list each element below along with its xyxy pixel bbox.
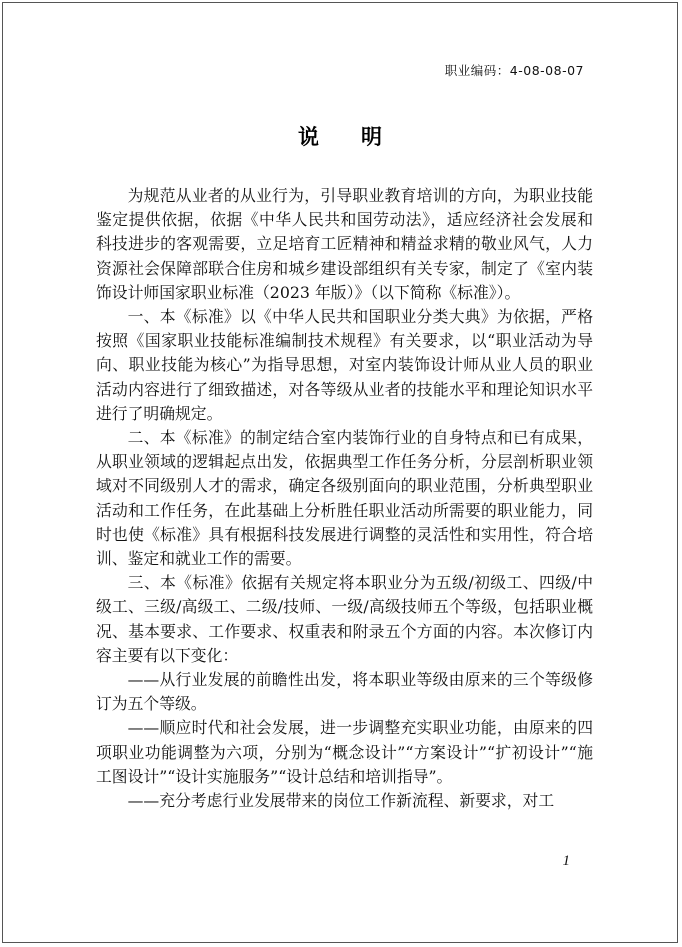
paragraph-change-3: ——充分考虑行业发展带来的岗位工作新流程、新要求，对工 [127, 791, 555, 811]
occupation-code: 职业编码：4-08-08-07 [444, 63, 584, 78]
paragraph-intro: 为规范从业者的从业行为，引导职业教育培训的方向，为职业技能鉴定提供依据，依据《中华人民共和国劳动法》，适应经济社会发展和科技进步的客观需要，立足培育工匠精神和精益求精的敬业风气，人力资源社会保障部联合住房和城乡建设部组织有关专家，制定了《室内装饰设计师国家职业标准（2023 年版）》（以下简称《标准》）。 [96, 186, 593, 302]
paragraph-1: 一、本《标准》以《中华人民共和国职业分类大典》为依据，严格按照《国家职业技能标准编制技术规程》有关要求，以“职业活动为导向、职业技能为核心”为指导思想，对室内装饰设计师从业人员的职业活动内容进行了细致描述，对各等级从业者的技能水平和理论知识水平进行了明确规定。 [96, 307, 593, 423]
page-number: 1 [562, 853, 570, 869]
page-title: 说明 [298, 125, 424, 149]
paragraph-3: 三、本《标准》依据有关规定将本职业分为五级/初级工、四级/中级工、三级/高级工、二级/技师、一级/高级技师五个等级，包括职业概况、基本要求、工作要求、权重表和附录五个方面的内容。本次修订内容主要有以下变化： [96, 573, 593, 665]
body-text [96, 184, 593, 813]
paragraph-2: 二、本《标准》的制定结合室内装饰行业的自身特点和已有成果，从职业领域的逻辑起点出发，依据典型工作任务分析，分层剖析职业领域对不同级别人才的需求，确定各级别面向的职业范围，分析典型职业活动和工作任务，在此基础上分析胜任职业活动所需要的职业能力，同时也使《标准》具有根据科技发展进行调整的灵活性和实用性，符合培训、鉴定和就业工作的需要。 [96, 428, 593, 569]
paragraph-change-1: ——从行业发展的前瞻性出发，将本职业等级由原来的三个等级修订为五个等级。 [96, 670, 593, 714]
paragraph-change-2: ——顺应时代和社会发展，进一步调整充实职业功能，由原来的四项职业功能调整为六项，分别为“概念设计”“方案设计”“扩初设计”“施工图设计”“设计实施服务”“设计总结和培训指导”。 [96, 718, 593, 786]
document-page [2, 2, 678, 943]
